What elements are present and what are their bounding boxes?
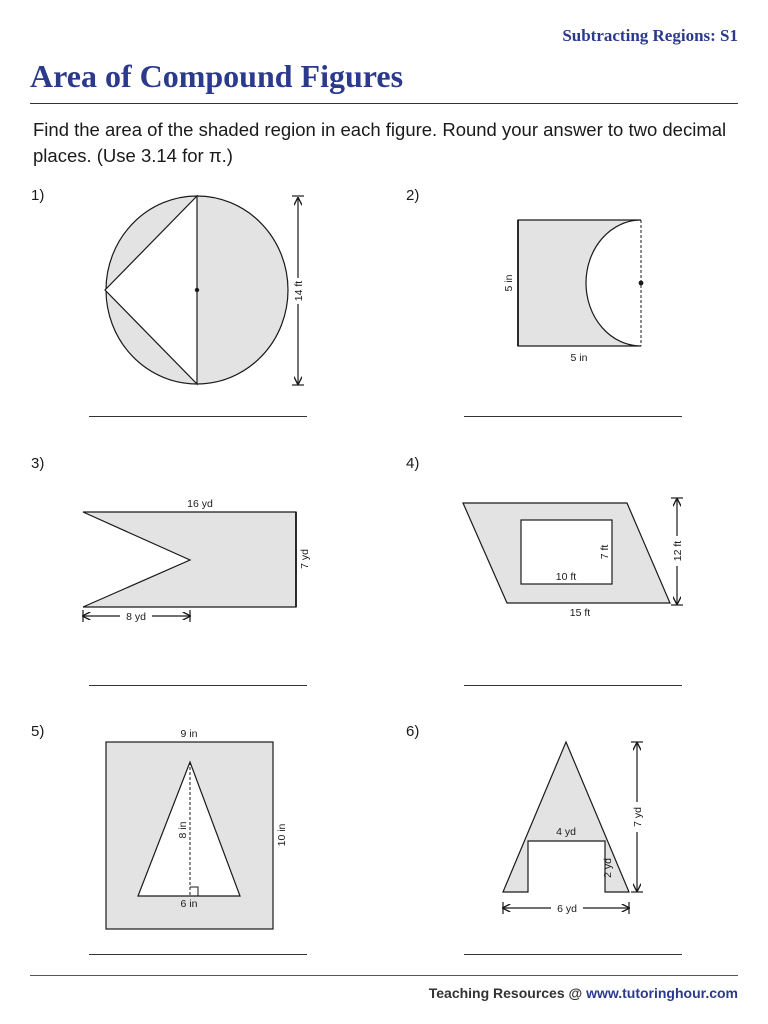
figure-1 [105,196,305,385]
label-base: 6 yd [557,903,577,915]
figure-6 [503,742,644,915]
figure-3 [83,498,311,623]
problem-4-number: 4) [406,455,420,472]
problem-2-number: 2) [406,187,420,204]
label-tri-base: 6 in [180,898,198,910]
square-shape [518,220,641,346]
label-inner-width: 10 ft [555,571,577,583]
figure-2 [503,220,643,364]
label-outer-base: 15 ft [569,607,591,619]
label-outer-height: 12 ft [672,540,684,562]
label-rect-height: 10 in [276,823,288,847]
semicircle-center [639,281,644,286]
label-notch-width: 4 yd [556,826,576,838]
label-diameter: 14 ft [293,280,305,302]
footer-divider [30,975,738,976]
problem-1-number: 1) [31,187,45,204]
center-dot [195,288,199,292]
label-tri-height: 8 in [177,821,189,839]
footer-prefix: Teaching Resources @ [428,985,587,1001]
label-bottom: 5 in [570,352,588,364]
label-side: 5 in [503,274,515,292]
label-top: 16 yd [187,498,213,510]
footer-url[interactable]: www.tutoringhour.com [586,985,738,1001]
problem-5-number: 5) [31,723,45,740]
problem-3-number: 3) [31,455,45,472]
footer [429,985,738,1001]
label-inner-height: 7 ft [599,544,611,560]
worksheet-subtitle: Subtracting Regions: S1 [562,26,738,45]
notched-rectangle [83,512,296,607]
problem-6-number: 6) [406,723,420,740]
worksheet-title: Area of Compound Figures [30,58,404,94]
label-notch-height: 2 yd [602,858,614,878]
label-height: 7 yd [632,807,644,827]
instructions: Find the area of the shaded region in each figure. Round your answer to two decimal places. (Use 3.14 for π.) [33,119,727,166]
label-rect-width: 9 in [180,728,198,740]
label-side: 7 yd [299,549,311,569]
figure-5 [106,728,288,929]
label-notch: 8 yd [126,611,146,623]
figure-4 [463,498,684,619]
